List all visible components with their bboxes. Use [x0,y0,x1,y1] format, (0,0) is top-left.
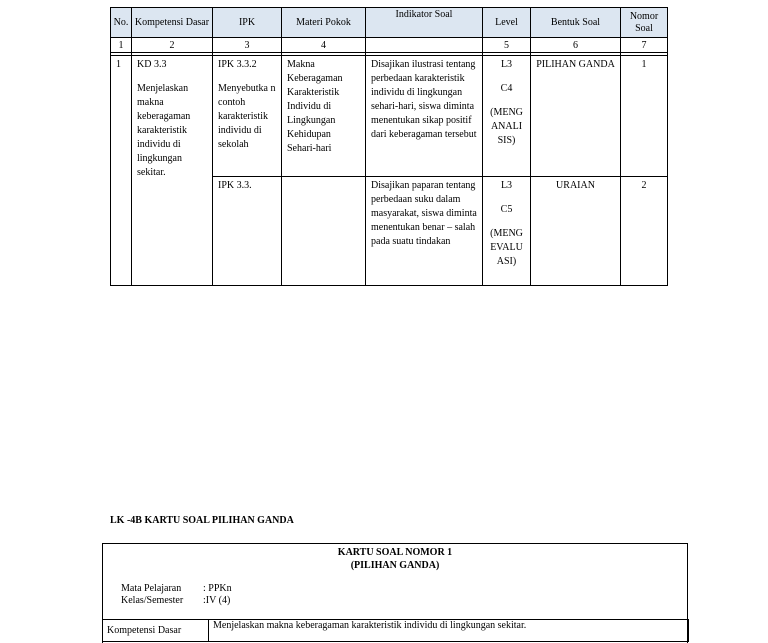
nomor-cell: 2 [621,177,668,286]
col-number: 5 [483,38,531,53]
bentuk-cell: URAIAN [531,177,621,286]
nomor-cell: 1 [621,56,668,177]
level-l: L3 [500,180,513,191]
level-c: C4 [500,83,513,94]
kisi-kisi-table [110,7,668,286]
card-kd-table [102,619,689,642]
level-cell [483,56,531,177]
ipk-code: IPK 3.3.2 [218,59,257,70]
header-level: Level [483,8,531,38]
col-number: 4 [282,38,366,53]
card-kd-value: Menjelaskan makna keberagaman karakteristik individu di lingkungan sekitar. [209,620,689,642]
mapel-label: Mata Pelajaran [121,583,182,594]
kd-cell [132,56,213,286]
card-kd-label: Kompetensi Dasar [103,620,209,642]
level-desc: (MENG ANALI SIS) [490,107,523,146]
card-title-line1: KARTU SOAL NOMOR 1 [337,547,453,558]
col-number: 7 [621,38,668,53]
header-kompetensi-dasar: Kompetensi Dasar [132,8,213,38]
header-bentuk-soal: Bentuk Soal [531,8,621,38]
col-number [366,38,483,53]
indikator-cell: Disajikan paparan tentang perbedaan suku dalam masyarakat, siswa diminta menentukan benar – salah pada suatu tindakan [366,177,483,286]
mapel-value: : PPKn [203,583,232,594]
alokasi-waktu-dots [260,0,370,1]
ipk-text: Menyebutka n contoh karakteristik individu di sekolah [218,83,276,150]
header-materi-pokok: Materi Pokok [282,8,366,38]
kelas-value: :IV (4) [203,595,231,606]
materi-cell: Makna Keberagaman Karakteristik Individu di Lingkungan Kehidupan Sehari-hari [282,56,366,177]
level-cell [483,177,531,286]
kartu-soal-card [102,543,688,643]
cut-off-line [110,0,666,3]
col-number: 2 [132,38,213,53]
card-title-line2: (PILIHAN GANDA) [350,560,440,571]
level-desc: (MENG EVALU ASI) [490,228,523,267]
card-title [103,546,687,572]
level-l: L3 [500,59,513,70]
kelas-label: Kelas/Semester [121,595,184,606]
table-row [111,56,668,177]
header-ipk: IPK [213,8,282,38]
col-number: 1 [111,38,132,53]
alokasi-waktu-label [162,0,214,1]
col-number: 3 [213,38,282,53]
bentuk-cell: PILIHAN GANDA [531,56,621,177]
kd-text: Menjelaskan makna keberagaman karakteristik individu di lingkungan sekitar. [137,83,191,178]
row-no: 1 [111,56,132,286]
header-indikator-soal: Indikator Soal [366,8,483,38]
column-number-row [111,38,668,53]
materi-cell [282,177,366,286]
col-number: 6 [531,38,621,53]
section-title: LK -4B KARTU SOAL PILIHAN GANDA [110,515,294,526]
indikator-cell: Disajikan ilustrasi tentang perbedaan karakteristik individu di lingkungan sehari-hari, siswa diminta menentukan sikap positif dari keberagaman tersebut [366,56,483,177]
header-no: No. [111,8,132,38]
header-nomor-soal: Nomor Soal [621,8,668,38]
card-meta [121,583,232,607]
ipk-cell [213,56,282,177]
kd-code: KD 3.3 [137,59,167,70]
ipk-cell: IPK 3.3. [213,177,282,286]
header-row [111,8,668,38]
level-c: C5 [500,204,513,215]
